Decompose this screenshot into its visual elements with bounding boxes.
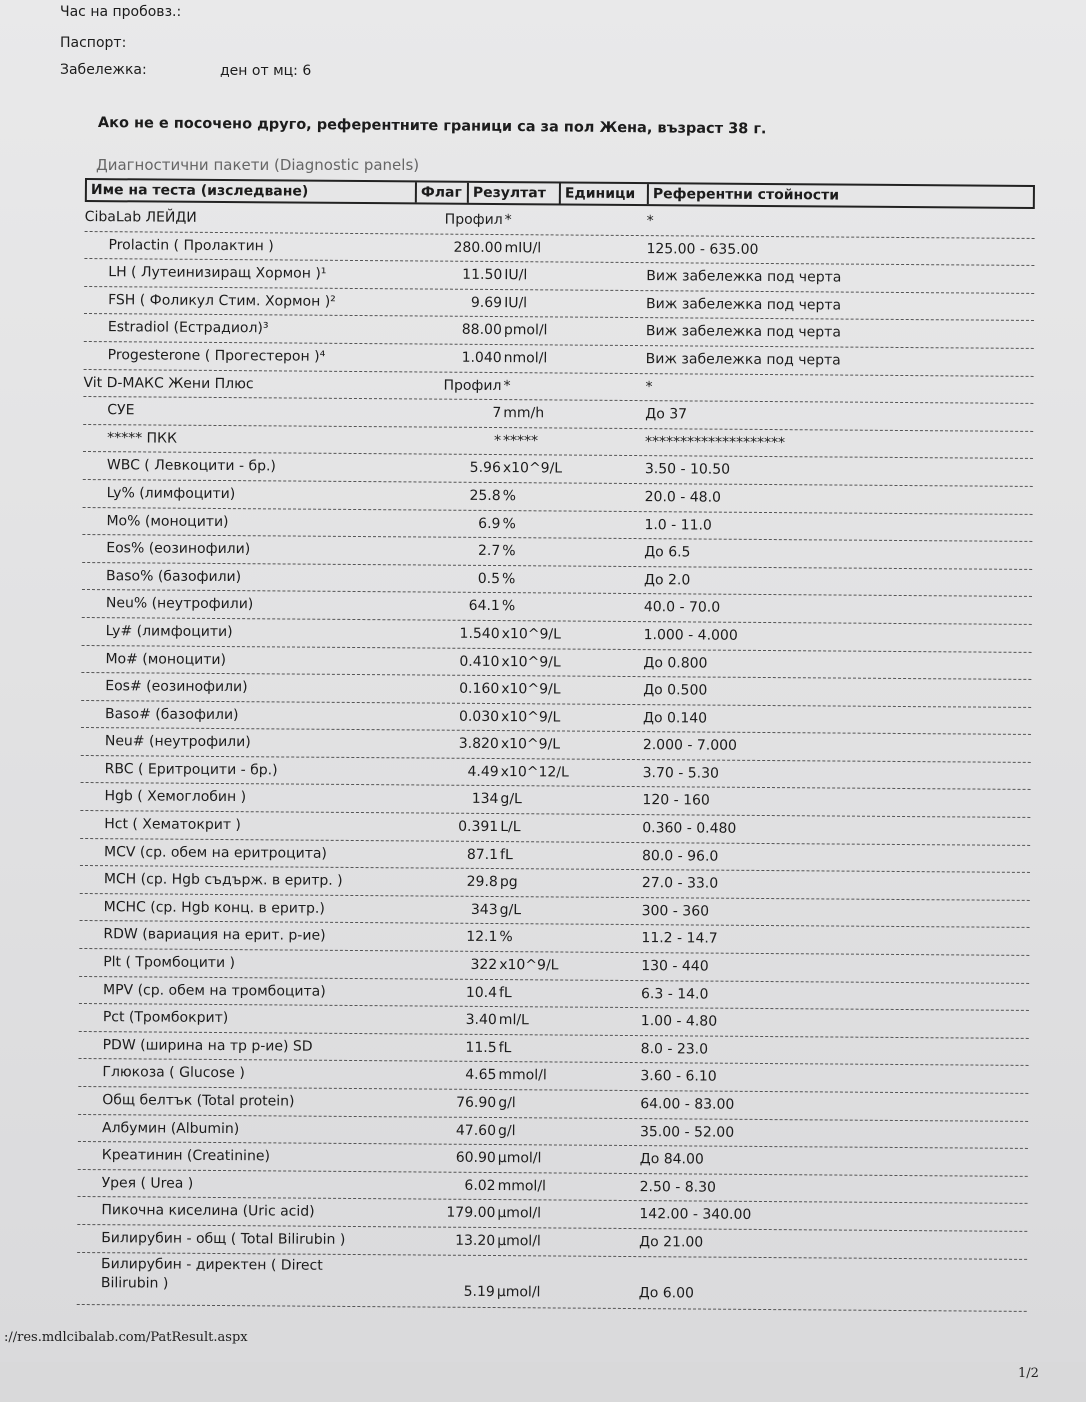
test-result: 5.96 <box>469 460 501 477</box>
test-name: WBC ( Левкоцити - бр.) <box>106 457 276 475</box>
test-name: MPV (ср. обем на тромбоцита) <box>102 981 326 1000</box>
page-number: 1/2 <box>1018 1366 1039 1381</box>
test-unit: µmol/l <box>497 1233 541 1250</box>
test-reference: До 2.0 <box>644 571 691 589</box>
test-result: 88.00 <box>461 322 502 339</box>
test-unit: g/L <box>500 791 522 808</box>
test-unit: pg <box>499 874 518 891</box>
test-result: 5.19 <box>463 1283 495 1300</box>
test-unit: * <box>503 377 511 394</box>
test-name: MCHC (ср. Hgb конц. в еритр.) <box>103 899 325 917</box>
test-reference: Виж забележка под черта <box>645 323 842 341</box>
test-reference: 20.0 - 48.0 <box>644 489 722 506</box>
test-result: 4.49 <box>467 763 499 780</box>
test-name: Пикочна киселина (Uric acid) <box>101 1202 315 1221</box>
test-reference: До 6.00 <box>638 1284 695 1302</box>
test-result: 13.20 <box>455 1232 496 1250</box>
test-name: Билирубин - общ ( Total Bilirubin ) <box>101 1230 346 1248</box>
test-unit: IU/l <box>504 294 528 312</box>
test-unit: mIU/l <box>504 239 542 256</box>
test-result: 0.5 <box>477 570 501 587</box>
test-unit: fL <box>498 1039 512 1056</box>
test-unit: x10^12/L <box>500 763 569 781</box>
reference-notice: Ако не е посочено друго, референтните граници са за пол Жена, възраст 38 г. <box>97 115 767 138</box>
test-unit: % <box>502 515 516 532</box>
section-title: Диагностични пакети (Diagnostic panels) <box>96 156 420 174</box>
test-name: Креатинин (Creatinine) <box>101 1147 270 1165</box>
header-result: Резултат <box>469 183 561 204</box>
test-unit: L/L <box>500 819 521 836</box>
test-name: Pct (Тромбокрит) <box>102 1009 229 1027</box>
test-unit: g/L <box>499 901 522 919</box>
test-name: Mo% (моноцити) <box>106 512 229 530</box>
test-result: 343 <box>470 901 498 918</box>
test-name: Progesterone ( Прогестерон )⁴ <box>107 347 326 365</box>
test-reference: До 0.800 <box>643 654 708 672</box>
test-result: 7 <box>492 405 502 422</box>
test-name: Vit D-МАКС Жени Плюс <box>83 374 254 392</box>
test-unit: µmol/l <box>496 1283 541 1300</box>
test-reference: 300 - 360 <box>641 902 710 920</box>
test-reference: 64.00 - 83.00 <box>640 1096 735 1113</box>
test-reference: 27.0 - 33.0 <box>641 875 719 892</box>
test-result: 2.7 <box>477 543 501 560</box>
test-reference: 1.000 - 4.000 <box>643 627 738 644</box>
test-result: 29.8 <box>466 874 498 891</box>
test-unit: g/l <box>498 1095 516 1112</box>
test-name: СУЕ <box>107 402 135 419</box>
test-unit: IU/l <box>504 267 528 284</box>
test-unit: % <box>499 929 513 946</box>
test-unit: mmol/l <box>498 1067 547 1084</box>
table-body <box>77 204 1035 1311</box>
note-value: ден от мц: 6 <box>220 63 312 79</box>
test-reference: 142.00 - 340.00 <box>639 1206 752 1224</box>
test-reference: 130 - 440 <box>641 958 709 975</box>
test-reference: Виж забележка под черта <box>646 268 842 286</box>
test-unit: * <box>504 212 512 229</box>
test-result: 0.391 <box>458 818 499 836</box>
test-result: 0.410 <box>459 653 500 670</box>
test-name: CibaLab ЛЕЙДИ <box>84 208 197 226</box>
header-test-name: Име на теста (изследване) <box>87 180 417 202</box>
test-unit: ml/L <box>498 1012 529 1029</box>
test-reference: 1.00 - 4.80 <box>640 1013 718 1030</box>
test-result: 87.1 <box>466 846 499 863</box>
test-unit: pmol/l <box>503 322 548 339</box>
test-result: 12.1 <box>466 929 498 946</box>
test-reference: 80.0 - 96.0 <box>641 847 719 865</box>
test-result: 1.040 <box>461 349 502 367</box>
test-result: 179.00 <box>446 1205 496 1222</box>
test-unit: % <box>502 488 517 505</box>
test-unit: x10^9/L <box>501 653 561 671</box>
test-name: Eos# (еозинофили) <box>105 678 248 696</box>
test-unit: % <box>502 543 516 560</box>
test-unit: fL <box>499 846 513 863</box>
test-result: 3.820 <box>458 736 499 753</box>
test-name: Neu# (неутрофили) <box>104 733 251 751</box>
test-result: 4.65 <box>465 1067 497 1084</box>
test-name: Hgb ( Хемоглобин ) <box>104 788 247 806</box>
test-result: 3.40 <box>465 1012 497 1029</box>
test-reference: 3.60 - 6.10 <box>640 1068 717 1086</box>
test-name: Baso% (базофили) <box>106 567 242 585</box>
test-reference: Виж забележка под черта <box>645 351 841 369</box>
test-reference: 3.50 - 10.50 <box>644 461 731 479</box>
test-name: MCH (ср. Hgb съдърж. в еритр. ) <box>103 871 343 890</box>
test-reference: * <box>646 213 654 230</box>
test-name: Estradiol (Естрадиол)³ <box>107 319 269 337</box>
test-result: 280.00 <box>453 239 503 256</box>
test-unit: x10^9/L <box>501 708 561 726</box>
passport-label: Паспорт: <box>60 35 127 51</box>
test-result: 134 <box>471 791 499 808</box>
test-result: 47.60 <box>455 1122 497 1139</box>
test-result: 0.160 <box>459 680 500 698</box>
test-result: Профил <box>444 211 503 229</box>
test-name: Hct ( Хематокрит ) <box>104 816 241 834</box>
test-reference: До 84.00 <box>639 1151 704 1168</box>
test-result: Профил <box>443 377 502 394</box>
test-unit: % <box>502 570 516 587</box>
sample-time-label: Час на пробовз.: <box>60 4 182 20</box>
note-label: Забележка: <box>60 62 147 78</box>
test-reference: ******************** <box>645 433 786 451</box>
test-name: Билирубин - директен ( Direct Bilirubin ) <box>100 1255 323 1292</box>
header-flag: Флаг <box>417 182 469 202</box>
header-reference: Референтни стойности <box>652 186 840 204</box>
test-reference: 6.3 - 14.0 <box>640 985 709 1003</box>
test-unit: x10^9/L <box>501 681 561 698</box>
test-name: MCV (ср. обем на еритроцита) <box>104 843 327 862</box>
test-unit: fL <box>498 984 512 1001</box>
test-unit: ***** <box>503 432 539 450</box>
test-result: 11.50 <box>462 266 503 284</box>
test-name: Глюкоза ( Glucose ) <box>102 1064 245 1082</box>
test-reference: 3.70 - 5.30 <box>642 764 720 782</box>
test-unit: mm/h <box>503 405 545 422</box>
test-result: 9.69 <box>470 294 503 311</box>
test-name: Eos% (еозинофили) <box>106 540 251 558</box>
test-name: Ly# (лимфоцити) <box>105 623 233 641</box>
test-reference: 0.360 - 0.480 <box>642 820 737 837</box>
test-name: Урея ( Urea ) <box>101 1174 194 1192</box>
test-name: RDW (вариация на ерит. р-ие) <box>103 926 326 945</box>
test-unit: x10^9/L <box>500 736 561 753</box>
test-result: 64.1 <box>468 598 500 615</box>
test-result: 1.540 <box>459 625 500 642</box>
test-name: RBC ( Еритроцити - бр.) <box>104 761 278 779</box>
test-reference: До 0.500 <box>643 682 708 699</box>
test-result: 25.8 <box>469 487 501 504</box>
test-result: 11.5 <box>465 1039 497 1056</box>
table-row <box>77 1253 1027 1312</box>
test-reference: До 21.00 <box>639 1234 704 1251</box>
test-reference: 40.0 - 70.0 <box>643 599 721 616</box>
test-unit: µmol/l <box>497 1150 542 1167</box>
test-result: 76.90 <box>456 1094 497 1112</box>
test-reference: 2.50 - 8.30 <box>639 1178 716 1196</box>
test-reference: * <box>645 378 653 395</box>
test-name: ***** ПКК <box>107 429 178 447</box>
test-result: 60.90 <box>455 1149 496 1167</box>
page-bottom-strip <box>0 1362 1086 1402</box>
test-name: Baso# (базофили) <box>105 705 239 723</box>
test-unit: nmol/l <box>503 350 548 367</box>
test-result: 322 <box>470 956 498 974</box>
test-name: LH ( Лутеинизиращ Хормон )¹ <box>108 264 327 282</box>
test-name: Албумин (Albumin) <box>101 1119 240 1137</box>
test-reference: 1.0 - 11.0 <box>644 516 712 534</box>
test-result: 0.030 <box>458 708 500 725</box>
test-name: Ly% (лимфоцити) <box>106 485 236 503</box>
test-unit: x10^9/L <box>502 460 563 477</box>
test-unit: µmol/l <box>497 1205 542 1222</box>
test-unit: mmol/l <box>497 1177 547 1195</box>
test-reference: 2.000 - 7.000 <box>642 737 738 755</box>
test-reference: 11.2 - 14.7 <box>641 930 718 948</box>
test-reference: 120 - 160 <box>642 792 710 810</box>
test-name: PDW (ширина на тр р-ие) SD <box>102 1036 313 1055</box>
results-table <box>77 178 1035 1311</box>
test-unit: x10^9/L <box>499 957 559 974</box>
test-result: 10.4 <box>465 984 498 1001</box>
test-name: Neu% (неутрофили) <box>105 595 254 613</box>
test-unit: x10^9/L <box>501 625 561 643</box>
test-name: Общ белтък (Total protein) <box>102 1092 295 1110</box>
test-reference: 8.0 - 23.0 <box>640 1040 709 1058</box>
test-reference: Виж забележка под черта <box>646 295 842 314</box>
header-units: Единици <box>561 183 649 204</box>
test-reference: До 0.140 <box>642 709 708 727</box>
test-name: Mo# (моноцити) <box>105 650 227 668</box>
test-result: 6.02 <box>464 1177 496 1194</box>
test-name: FSH ( Фоликул Стим. Хормон )² <box>108 291 336 310</box>
test-reference: 125.00 - 635.00 <box>646 240 759 258</box>
test-name: Plt ( Тромбоцити ) <box>103 954 236 972</box>
footer-url: ://res.mdlcibalab.com/PatResult.aspx <box>4 1330 248 1345</box>
test-unit: % <box>501 598 516 615</box>
test-unit: g/l <box>497 1122 516 1139</box>
test-reference: 35.00 - 52.00 <box>639 1123 735 1141</box>
test-result: 6.9 <box>478 515 501 532</box>
test-result: * <box>494 432 502 449</box>
test-reference: До 37 <box>645 406 688 423</box>
test-name: Prolactin ( Пролактин ) <box>108 236 274 254</box>
test-reference: До 6.5 <box>644 544 691 561</box>
